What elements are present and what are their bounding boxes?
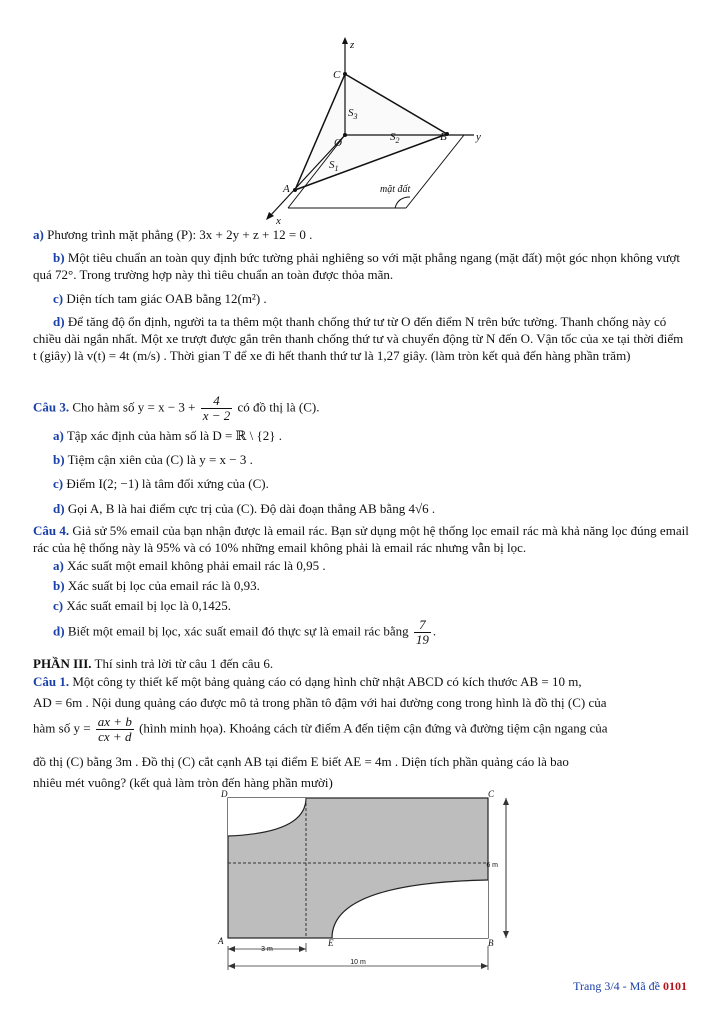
billboard-figure [208,788,528,973]
s1-label: $S_1$ [329,159,339,173]
point-b-label: B [488,938,494,948]
q1-line4: đồ thị (C) bằng 3m . Đồ thị (C) cắt cạnh AB tại điểm E biết AE = 4m . Diện tích phần quảng cáo là bao [33,754,569,769]
item-text: Diện tích tam giác OAB bằng 12(m²) . [66,291,267,306]
point-d-label: D [221,789,228,799]
page-footer: Trang 3/4 - Mã đề 0101 [573,979,687,993]
point-a-label: A [218,936,224,946]
q2-item-c [53,290,689,307]
ground-label: mặt đất [380,184,411,195]
s3-label: $S_3$ [348,107,358,121]
axis-z-label: z [350,39,355,51]
dim-3m-label: 3 m [261,946,273,953]
q2-item-a [33,226,689,243]
item-text: Một tiêu chuẩn an toàn quy định bức tường phải nghiêng so với mặt phẳng ngang (mặt đất) một góc nhọn không vượt quá 72°. Trong trường hợp này thì tiêu chuẩn an toàn được thỏa mãn. [33,250,681,282]
question-label: Câu 3. [33,399,70,415]
question-text-pre: Cho hàm số y = x − 3 + [72,399,196,415]
q2-item-d [33,313,689,364]
axis-x-label: x [276,215,281,224]
axis-y-label: y [476,131,481,143]
item-text: Phương trình mặt phẳng (P): 3x + 2y + z + 12 = 0 . [47,227,313,242]
dim-10m-label: 10 m [350,959,366,966]
point-c-label: C [333,69,341,81]
q2-item-b [33,249,689,283]
q3-item-c: c) Điểm I(2; −1) là tâm đối xứng của (C). [53,476,269,491]
fraction: $\frac{4}{x - 2}$ [202,393,231,423]
item-label: a) [33,227,44,242]
point-a-label: A [283,183,290,195]
q4-intro: Câu 4. Giả sử 5% email của bạn nhận được là email rác. Bạn sử dụng một hệ thống lọc email rác mà khả năng lọc đúng email rác của hệ thống này là 95% và có 10% những email không phải là email rác nhưng vẫn bị lọc. [33,523,689,555]
q1-line1: Câu 1. Một công ty thiết kế một bảng quảng cáo có dạng hình chữ nhật ABCD có kích thước AB = 10 m, [33,674,582,689]
q1-line5: nhiêu mét vuông? (kết quả làm tròn đến hàng phần mười) [33,775,333,790]
q1-line3: hàm số y = $\frac{ax + b}{cx + d}$ (hình minh họa). Khoảng cách từ điểm A đến tiệm cận đứng và đường tiệm cận ngang của [33,714,608,744]
point-e-label: E [328,938,334,948]
point-o-label: O [334,137,342,149]
q3-intro [33,394,689,423]
q3-item-d: d) Gọi A, B là hai điểm cực trị của (C). Độ dài đoạn thẳng AB bằng 4√6 . [53,501,436,516]
q3-item-b: b) Tiệm cận xiên của (C) là y = x − 3 . [53,452,253,467]
point-b-label: B [440,131,447,143]
q3-item-a: a) Tập xác định của hàm số là D = ℝ \ {2} . [53,428,282,443]
question-text-post: có đồ thị là (C). [237,399,320,415]
fraction: $\frac{7}{19}$ [415,617,429,647]
point-c-label: C [488,789,495,799]
item-label: c) [53,291,64,306]
q4-item-d: d) Biết một email bị lọc, xác suất email đó thực sự là email rác bằng $\frac{7}{19}$ . [53,617,437,647]
q4-item-b: b) Xác suất bị lọc của email rác là 0,93. [53,578,260,593]
item-label: b) [53,250,65,265]
s2-label: $S_2$ [390,131,400,145]
q4-item-a: a) Xác suất một email không phải email rác là 0,95 . [53,558,326,573]
height-label: 6 m [486,862,498,869]
q1-line2: AD = 6m . Nội dung quảng cáo được mô tả trong phần tô đậm với hai đường cong trong hình là đồ thị (C) của [33,695,607,710]
wall-3d-figure [250,34,485,224]
q4-item-c: c) Xác suất email bị lọc là 0,1425. [53,598,231,613]
item-label: d) [53,314,65,329]
fraction: $\frac{ax + b}{cx + d}$ [97,714,132,744]
item-text: Để tăng độ ổn định, người ta ta thêm một thanh chống thứ tư từ O đến điểm N trên bức tường. Thanh chống này có chiều dài ngắn nhất. Một xe trượt được gắn trên thanh chống thứ tư và chuyển động từ N đến O. Vận tốc của xe tại thời điểm t (giây) là v(t) = 4t (m/s) . Thời gian T để xe đi hết thanh thứ tư là 1,27 giây. (làm tròn kết quả đến hàng phần trăm) [33,314,684,363]
part3-heading: PHẦN III. Thí sinh trả lời từ câu 1 đến câu 6. [33,656,274,671]
